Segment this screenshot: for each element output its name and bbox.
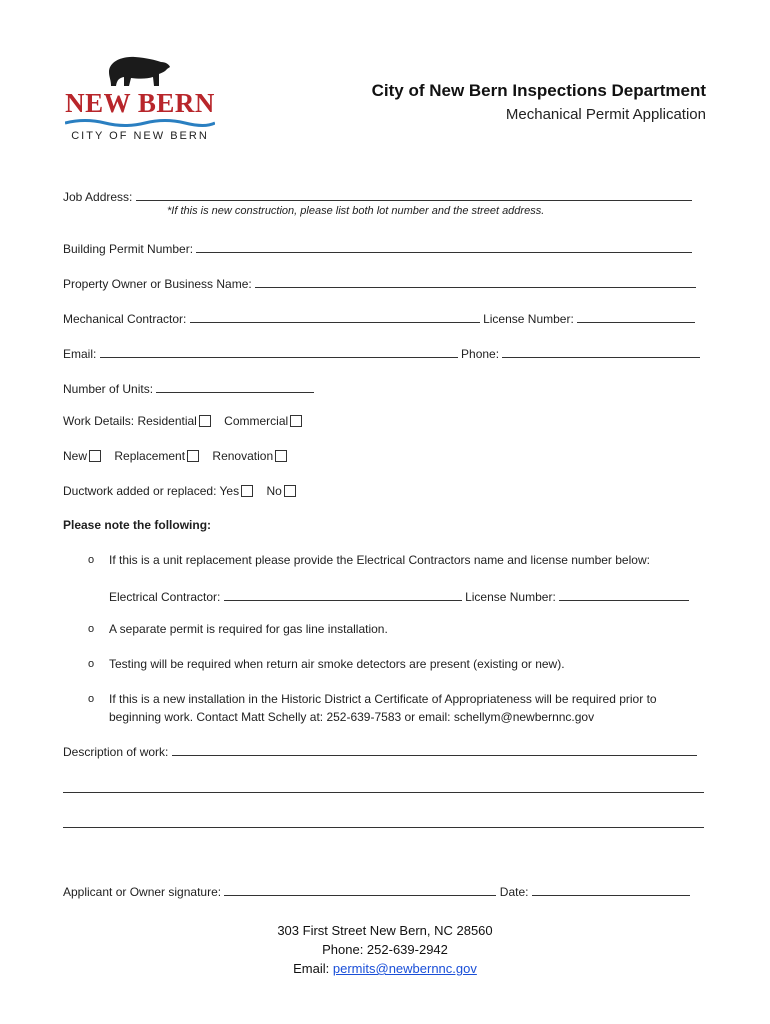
footer-email-label: Email: (293, 961, 330, 976)
ductwork-yes-checkbox[interactable] (241, 485, 253, 497)
date-field[interactable] (532, 883, 690, 896)
replacement-label: Replacement (114, 449, 186, 463)
ductwork-row (63, 484, 296, 498)
signature-field[interactable] (224, 883, 496, 896)
mech-contractor-label: Mechanical Contractor: (63, 312, 187, 326)
job-address-row (63, 188, 692, 204)
building-permit-row (63, 240, 692, 256)
email-label: Email: (63, 347, 97, 361)
mech-license-field[interactable] (577, 310, 695, 323)
description-row (63, 743, 697, 759)
footer-address: 303 First Street New Bern, NC 28560 (277, 923, 493, 938)
elec-license-label: License Number: (465, 590, 556, 604)
logo-tagline: CITY OF NEW BERN (71, 130, 209, 142)
elec-contractor-row (109, 588, 689, 604)
note-item-1: If this is a unit replacement please provide the Electrical Contractors name and license number below: (109, 553, 650, 567)
note-bullet-4: o (88, 693, 95, 705)
mech-contractor-row (63, 310, 695, 326)
bear-icon (103, 52, 173, 92)
new-label: New (63, 449, 88, 463)
work-details-row (63, 414, 302, 428)
ductwork-no-checkbox[interactable] (284, 485, 296, 497)
units-field[interactable] (156, 380, 314, 393)
renovation-checkbox[interactable] (275, 450, 287, 462)
ductwork-label: Ductwork added or replaced: Yes (63, 484, 240, 498)
replacement-checkbox[interactable] (187, 450, 199, 462)
footer-email-link[interactable]: permits@newbernnc.gov (332, 961, 477, 976)
footer-email-row (0, 961, 770, 976)
job-address-note: *If this is new construction, please list both lot number and the street address. (167, 205, 545, 217)
elec-license-field[interactable] (559, 588, 689, 601)
units-row (63, 380, 314, 396)
logo-name-text: NEW BERN (65, 88, 215, 118)
page-subtitle: Mechanical Permit Application (505, 106, 706, 123)
work-type-row (63, 449, 287, 463)
note-item-4-line1: If this is a new installation in the Historic District a Certificate of Appropriateness will be required prior to (109, 692, 657, 706)
note-item-4-line2: beginning work. Contact Matt Schelly at: 252-639-7583 or email: schellym@newbernnc.gov (109, 710, 595, 724)
renovation-label: Renovation (212, 449, 274, 463)
elec-contractor-label: Electrical Contractor: (109, 590, 221, 604)
work-details-label: Work Details: Residential (63, 414, 197, 428)
residential-checkbox[interactable] (199, 415, 211, 427)
logo-wave-icon (65, 118, 215, 128)
note-item-2: A separate permit is required for gas line installation. (109, 622, 388, 636)
description-label: Description of work: (63, 745, 169, 759)
mech-license-label: License Number: (483, 312, 574, 326)
owner-row (63, 275, 696, 291)
job-address-field[interactable] (136, 188, 692, 201)
ductwork-no-label: No (266, 484, 282, 498)
job-address-label: Job Address: (63, 190, 133, 204)
description-field[interactable] (172, 743, 697, 756)
elec-contractor-field[interactable] (224, 588, 462, 601)
note-bullet-2: o (88, 623, 95, 635)
note-bullet-3: o (88, 658, 95, 670)
mech-contractor-field[interactable] (190, 310, 480, 323)
phone-field[interactable] (502, 345, 700, 358)
owner-label: Property Owner or Business Name: (63, 277, 252, 291)
phone-label: Phone: (461, 347, 500, 361)
email-phone-row (63, 345, 700, 361)
city-logo (60, 50, 220, 150)
date-label: Date: (499, 885, 529, 899)
footer-phone: Phone: 252-639-2942 (322, 942, 448, 957)
description-line-3[interactable] (63, 827, 704, 828)
units-label: Number of Units: (63, 382, 154, 396)
owner-field[interactable] (255, 275, 696, 288)
building-permit-label: Building Permit Number: (63, 242, 194, 256)
page-title: City of New Bern Inspections Department (371, 81, 706, 100)
description-line-2[interactable] (63, 792, 704, 793)
signature-row (63, 883, 690, 899)
commercial-checkbox[interactable] (290, 415, 302, 427)
new-checkbox[interactable] (89, 450, 101, 462)
building-permit-field[interactable] (196, 240, 692, 253)
note-bullet-1: o (88, 554, 95, 566)
note-item-3: Testing will be required when return air smoke detectors are present (existing or new). (109, 657, 565, 671)
signature-label: Applicant or Owner signature: (63, 885, 222, 899)
notes-heading: Please note the following: (63, 518, 212, 532)
email-field[interactable] (100, 345, 458, 358)
commercial-label: Commercial (224, 414, 289, 428)
